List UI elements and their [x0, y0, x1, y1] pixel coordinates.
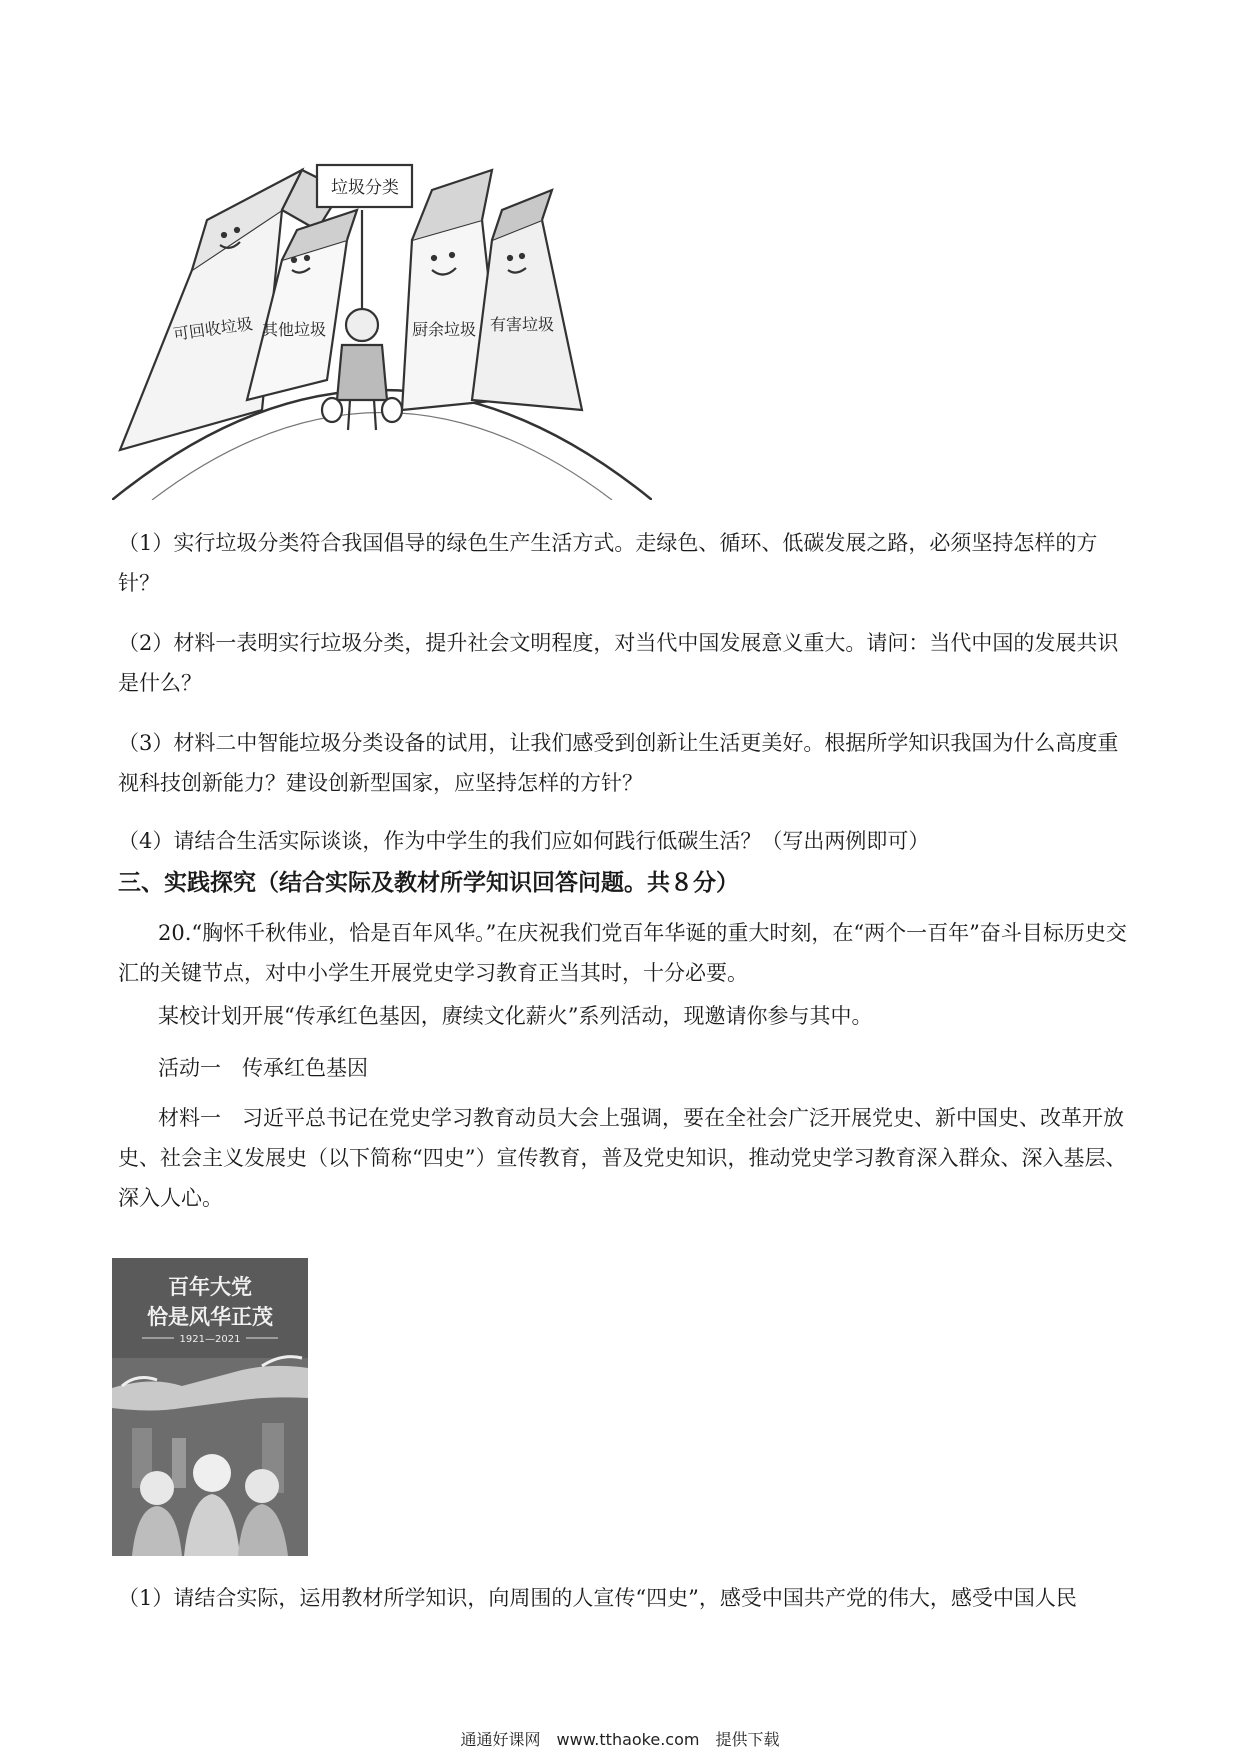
material-one: 材料一 习近平总书记在党史学习教育动员大会上强调，要在全社会广泛开展党史、新中国史、改革开放史、社会主义发展史（以下简称“四史”）宣传教育，普及党史知识，推动党史学习教育深入群众、深入基层、深入人心。 — [118, 1106, 1127, 1210]
bin-label-hazardous: 有害垃圾 — [490, 315, 555, 334]
bin-label-recyclable: 可回收垃圾 — [171, 314, 254, 344]
question-20-intro: 20.“胸怀千秋伟业，恰是百年风华。”在庆祝我们党百年华诞的重大时刻，在“两个一百年”奋斗目标历史交汇的关键节点，对中小学生开展党史学习教育正当其时，十分必要。 — [118, 921, 1127, 985]
sign-text: 垃圾分类 — [331, 178, 399, 198]
activity-plan: 某校计划开展“传承红色基因，赓续文化薪火”系列活动，现邀请你参与其中。 — [158, 1004, 873, 1028]
garbage-sorting-illustration — [112, 110, 652, 500]
question-2: （2）材料一表明实行垃圾分类，提升社会文明程度，对当代中国发展意义重大。请问：当代中国的发展共识是什么？ — [118, 631, 1119, 695]
section-heading: 三、实践探究（结合实际及教材所学知识回答问题。共８分） — [118, 870, 739, 896]
party-anniversary-poster — [112, 1258, 308, 1556]
poster-title-line2: 恰是风华正茂 — [147, 1305, 273, 1329]
bin-label-other: 其他垃圾 — [262, 320, 327, 339]
activity-one-title: 活动一 传承红色基因 — [158, 1056, 368, 1080]
question-3: （3）材料二中智能垃圾分类设备的试用，让我们感受到创新让生活更美好。根据所学知识我国为什么高度重视科技创新能力？建设创新型国家，应坚持怎样的方针？ — [118, 731, 1119, 795]
question-4: （4）请结合生活实际谈谈，作为中学生的我们应如何践行低碳生活？（写出两例即可） — [118, 829, 930, 853]
poster-title-line1: 百年大党 — [168, 1275, 252, 1299]
poster-years: 1921—2021 — [179, 1334, 241, 1345]
bin-label-kitchen: 厨余垃圾 — [412, 320, 477, 339]
footer-watermark: 通通好课网 www.tthaoke.com 提供下载 — [460, 1730, 780, 1749]
question-1: （1）实行垃圾分类符合我国倡导的绿色生产生活方式。走绿色、循环、低碳发展之路，必须坚持怎样的方针？ — [118, 531, 1098, 595]
activity-question-1: （1）请结合实际，运用教材所学知识，向周围的人宣传“四史”，感受中国共产党的伟大，感受中国人民 — [118, 1586, 1077, 1610]
